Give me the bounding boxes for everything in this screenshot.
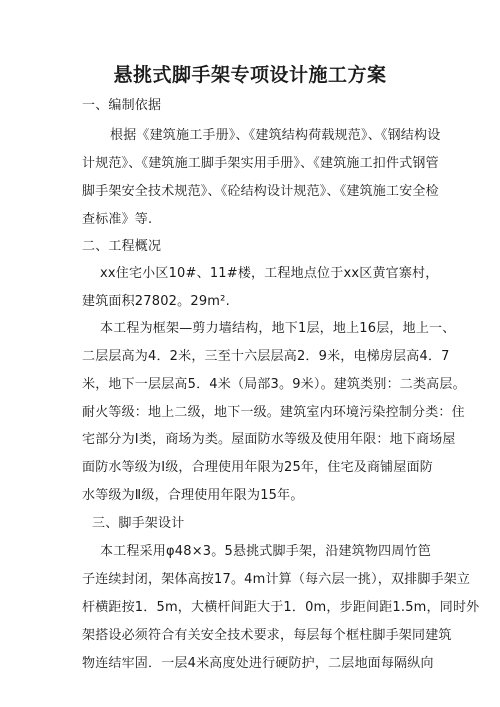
paragraph-line: 面防水等级为Ⅰ级，合理使用年限为25年，住宅及商铺屋面防 xyxy=(82,460,433,475)
paragraph-line: 宅部分为Ⅰ类，商场为类。屋面防水等级及使用年限：地下商场屋 xyxy=(82,432,456,447)
paragraph-line: 本工程为框架—剪力墙结构，地下1层，地上16层，地上一、 xyxy=(100,321,456,336)
paragraph-line: 子连续封闭，架体高按17。4m计算（每六层一挑），双排脚手架立 xyxy=(82,572,471,587)
paragraph-line: 脚手架安全技术规范》、《砼结构设计规范》、《建筑施工安全检 xyxy=(82,184,439,199)
section-heading-basis: 一、编制依据 xyxy=(82,98,162,113)
paragraph-line: 架搭设必须符合有关安全技术要求，每层每个框柱脚手架同建筑 xyxy=(82,628,452,643)
paragraph-line: 二层层高为4．2米，三至十六层层高2．9米，电梯房层高4．7 xyxy=(82,349,450,364)
paragraph-line: 物连结牢固．一层4米高度处进行硬防护，二层地面每隔纵向 xyxy=(82,656,434,671)
paragraph-line: 本工程采用φ48×3。5悬挑式脚手架，沿建筑物四周竹笆 xyxy=(100,544,431,559)
paragraph-line: 计规范》、《建筑施工脚手架实用手册》、《建筑施工扣件式钢管 xyxy=(82,156,439,171)
document-title: 悬挑式脚手架专项设计施工方案 xyxy=(113,64,387,86)
paragraph-line: 根据《建筑施工手册》、《建筑结构荷载规范》、《钢结构设 xyxy=(110,128,441,143)
paragraph-line: 查标准》等. xyxy=(82,212,153,227)
paragraph-line: 杆横距按1．5m，大横杆间距大于1．0m，步距间距1.5m，同时外 xyxy=(82,600,480,615)
paragraph-line: 水等级为Ⅱ级，合理使用年限为15年。 xyxy=(82,488,304,503)
paragraph-line: 米，地下一层层高5．4米（局部3。9米）。建筑类别：二类高层。 xyxy=(82,377,466,392)
section-heading-overview: 二、工程概况 xyxy=(82,239,162,254)
paragraph-line: 建筑面积27802。29m². xyxy=(82,294,230,309)
paragraph-line: xx住宅小区10#、11#楼，工程地点位于xx区黄官寨村， xyxy=(100,266,439,281)
section-heading-design: 三、脚手架设计 xyxy=(92,516,185,531)
paragraph-line: 耐火等级：地上二级，地下一级。建筑室内环境污染控制分类：住 xyxy=(82,405,465,420)
